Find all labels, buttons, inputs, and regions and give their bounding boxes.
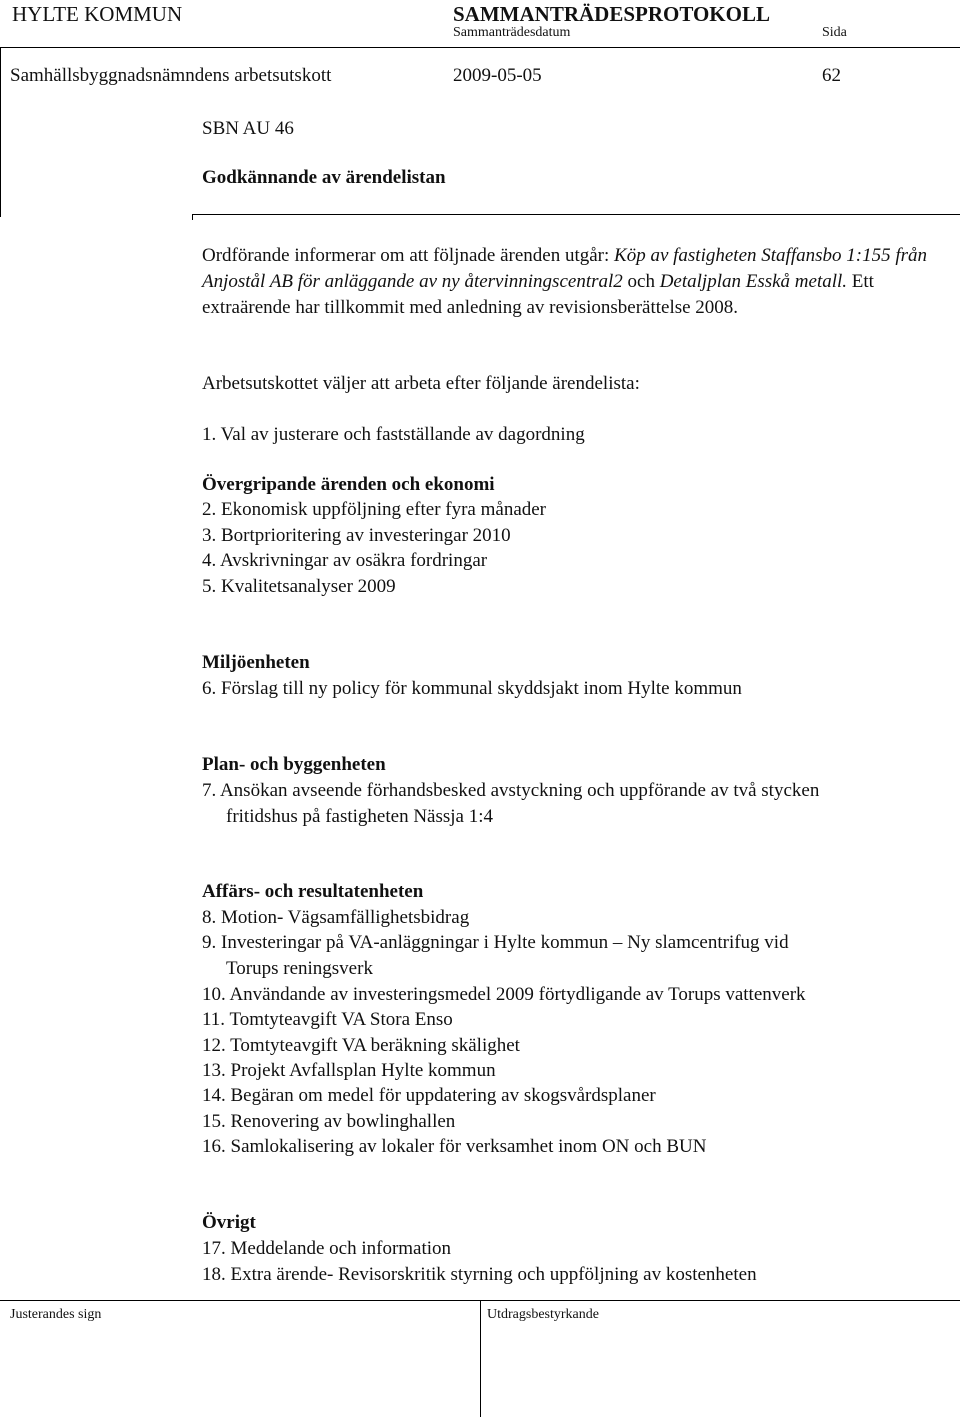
agenda-item-18: 18. Extra ärende- Revisorskritik styrning och uppföljning av kostenheten xyxy=(202,1264,757,1285)
intro-paragraph xyxy=(202,243,942,321)
section-heading-economy: Övergripande ärenden och ekonomi xyxy=(202,474,495,495)
section-rule xyxy=(192,214,960,215)
agenda-item-15: 15. Renovering av bowlinghallen xyxy=(202,1111,456,1132)
committee-name: Samhällsbyggnadsnämndens arbetsutskott xyxy=(10,65,332,86)
agenda-item-4: 4. Avskrivningar av osäkra fordringar xyxy=(202,550,488,571)
date-label: Sammanträdesdatum xyxy=(453,25,571,40)
intro-and: och xyxy=(622,271,660,292)
organization-name: HYLTE KOMMUN xyxy=(12,2,183,26)
section-heading-business: Affärs- och resultatenheten xyxy=(202,881,424,902)
agenda-item-17: 17. Meddelande och information xyxy=(202,1238,452,1259)
agenda-item-9-line-2: Torups reningsverk xyxy=(226,958,373,979)
case-title: Godkännande av ärendelistan xyxy=(202,167,446,188)
agenda-item-3: 3. Bortprioritering av investeringar 2010 xyxy=(202,525,511,546)
intro-text-b: Ett extraärende har tillkommit med anledning av revisionsberättelse 2008. xyxy=(202,271,874,318)
section-heading-environment: Miljöenheten xyxy=(202,652,310,673)
section-rule-tick xyxy=(192,214,193,220)
agenda-item-16: 16. Samlokalisering av lokaler för verksamhet inom ON och BUN xyxy=(202,1136,707,1157)
agenda-item-7-line-2: fritidshus på fastigheten Nässja 1:4 xyxy=(226,806,494,827)
header-left-border xyxy=(0,47,1,217)
withdrawn-item-1: Köp av fastigheten Staffansbo 1:155 från Anjostål AB för anläggande av ny återvinningscentral2 xyxy=(202,245,927,292)
agenda-item-13: 13. Projekt Avfallsplan Hylte kommun xyxy=(202,1060,496,1081)
signature-label: Justerandes sign xyxy=(10,1307,102,1322)
agenda-item-9-line-1: 9. Investeringar på VA-anläggningar i Hylte kommun – Ny slamcentrifug vid xyxy=(202,932,789,953)
page-number: 62 xyxy=(822,65,841,86)
agenda-item-11: 11. Tomtyteavgift VA Stora Enso xyxy=(202,1009,453,1030)
section-heading-planning: Plan- och byggenheten xyxy=(202,754,386,775)
header-rule xyxy=(0,47,960,48)
agenda-item-6: 6. Förslag till ny policy för kommunal skyddsjakt inom Hylte kommun xyxy=(202,678,742,699)
agenda-item-8: 8. Motion- Vägsamfällighetsbidrag xyxy=(202,907,470,928)
page-label: Sida xyxy=(822,25,847,40)
agenda-item-9 xyxy=(202,930,789,982)
agenda-item-14: 14. Begäran om medel för uppdatering av skogsvårdsplaner xyxy=(202,1085,656,1106)
footer-divider xyxy=(480,1300,481,1417)
agenda-item-7-line-1: 7. Ansökan avseende förhandsbesked avstyckning och uppförande av två stycken xyxy=(202,780,820,801)
agenda-item-10: 10. Användande av investeringsmedel 2009 förtydligande av Torups vattenverk xyxy=(202,984,806,1005)
section-heading-other: Övrigt xyxy=(202,1212,256,1233)
agenda-item-2: 2. Ekonomisk uppföljning efter fyra månader xyxy=(202,499,547,520)
agenda-item-1: 1. Val av justerare och fastställande av dagordning xyxy=(202,424,585,445)
certification-label: Utdragsbestyrkande xyxy=(487,1307,599,1322)
case-number: SBN AU 46 xyxy=(202,118,294,139)
intro-text-a: Ordförande informerar om att följnade ärenden utgår: xyxy=(202,245,615,266)
meeting-date: 2009-05-05 xyxy=(453,65,542,86)
agenda-item-12: 12. Tomtyteavgift VA beräkning skälighet xyxy=(202,1035,520,1056)
agenda-item-7 xyxy=(202,778,819,830)
document-type-title: SAMMANTRÄDESPROTOKOLL xyxy=(453,2,770,26)
agenda-item-5: 5. Kvalitetsanalyser 2009 xyxy=(202,576,396,597)
agenda-intro: Arbetsutskottet väljer att arbeta efter följande ärendelista: xyxy=(202,373,640,394)
withdrawn-item-2: Detaljplan Esskå metall. xyxy=(659,271,848,292)
